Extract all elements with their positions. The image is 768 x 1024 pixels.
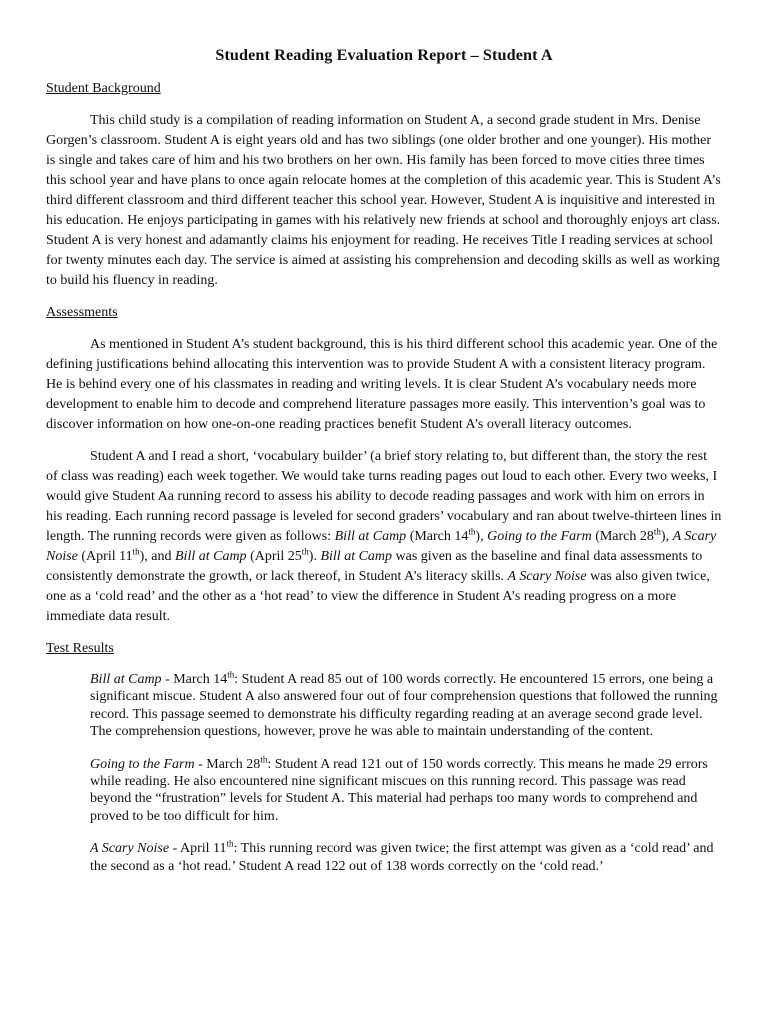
background-paragraph: This child study is a compilation of reading information on Student A, a second grade student in Mrs. Denise Gorgen’s classroom. Student A is eight years old and has two siblings (one older brother and one younger). His mother is single and takes care of him and his two brothers on her own. His family has been forced to move cities three times this school year and have plans to once again relocate homes at the completion of this academic year. This is Student A’s third different classroom and third different teacher this school year. However, Student A is inquisitive and interested in his education. He enjoys participating in games with his relatively new friends at school and thoroughly enjoys art class. Student A is very honest and adamantly claims his enjoyment for reading. He receives Title I reading services at school for twenty minutes each day. The service is aimed at assisting his comprehension and decoding skills as well as working to build his fluency in reading. [46,113,721,288]
assessments-paragraph-2: Student A and I read a short, ‘vocabulary builder’ (a brief story relating to, but different than, the story the rest of class was reading) each week together. We would take turns reading pages out loud to each other. Every two weeks, I would give Student Aa running record to assess his ability to decode reading passages and work with him on errors in his reading. Each running record passage is leveled for second graders’ vocabulary and ran about twelve-thirteen lines in length. The running records were given as follows: Bill at Camp (March 14th), Going to the Farm (March 28th), A Scary Noise (April 11th), and Bill at Camp (April 25th). Bill at Camp was given as the baseline and final data assessments to consistently demonstrate the growth, or lack thereof, in Student A’s literacy skills. A Scary Noise was also given twice, one as a ‘cold read’ and the other as a ‘hot read’ to view the difference in Student A’s reading progress on a more immediate data result. [46,449,722,624]
section-heading-background: Student Background [46,81,161,96]
page-title: Student Reading Evaluation Report – Student A [215,46,553,64]
section-heading-test-results: Test Results [46,641,114,656]
result-bill-at-camp: Bill at Camp - March 14th: Student A read 85 out of 100 words correctly. He encountered 15 errors, one being a significant miscue. Student A also answered four out of four comprehension questions that followed the running record. This passage seemed to demonstrate his difficulty regarding reading at an average second grade level. The comprehension questions, however, prove he was able to maintain understanding of the content. [90,669,718,740]
book-title: Going to the Farm [487,529,592,544]
book-title: A Scary Noise [507,569,587,584]
section-heading-assessments: Assessments [46,305,118,320]
result-a-scary-noise: A Scary Noise - April 11th: This running record was given twice; the first attempt was given as a ‘cold read’ and the second as a ‘hot read.’ Student A read 122 out of 138 words correctly on the ‘cold read.’ [90,838,714,874]
book-title: Bill at Camp [334,529,407,544]
book-title: Bill at Camp [175,549,247,564]
result-going-to-the-farm: Going to the Farm - March 28th: Student A read 121 out of 150 words correctly. This means he made 29 errors while reading. He also encountered nine significant miscues on this running record. This passage was read beyond the “frustration” levels for Student A. This material had perhaps too many words to comprehend and proved to be too difficult for him. [90,753,708,824]
book-title: A Scary Noise [46,529,717,564]
assessments-paragraph-1: As mentioned in Student A’s student background, this is his third different school this academic year. One of the defining justifications behind allocating this intervention was to provide Student A with a consistent literacy program. He is behind every one of his classmates in reading and writing levels. It is clear Student A’s vocabulary needs more development to enable him to decode and comprehend literature passages more easily. This intervention’s goal was to discover information on how one-on-one reading practices benefit Student A’s overall literacy outcomes. [46,337,718,432]
book-title: Bill at Camp [320,549,393,564]
